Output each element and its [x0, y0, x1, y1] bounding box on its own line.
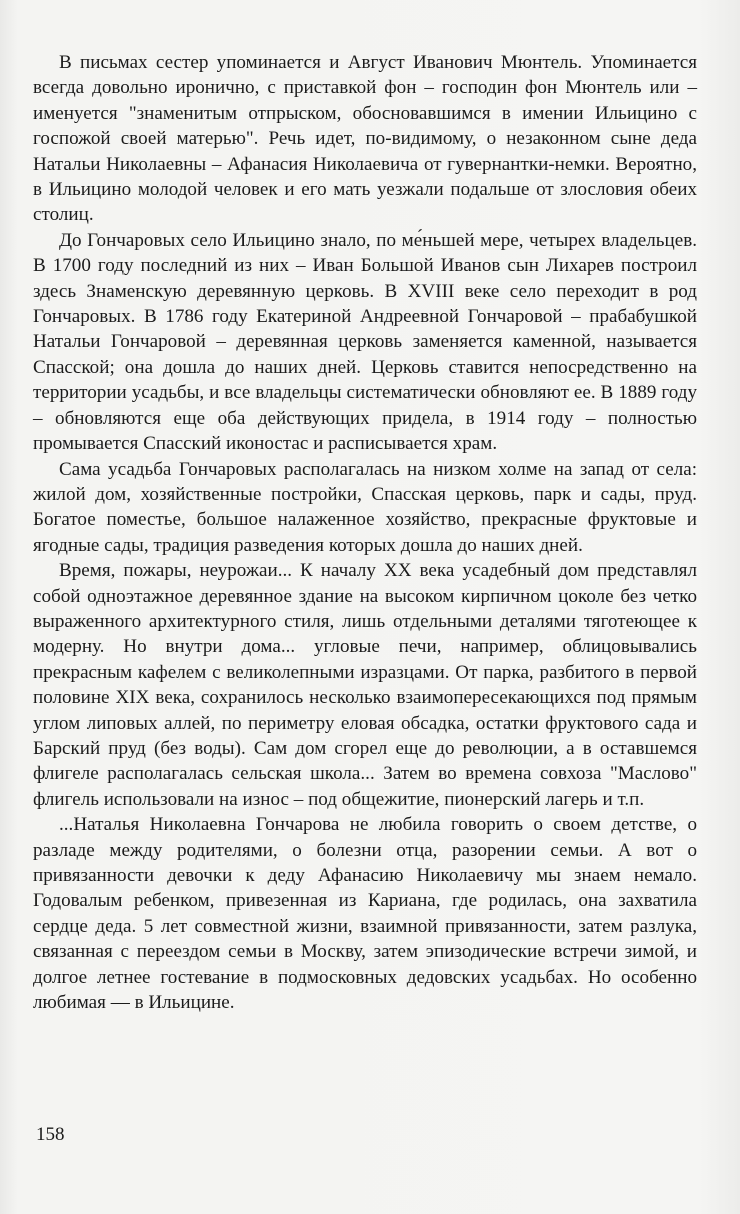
paragraph-estate: Сама усадьба Гончаровых располагалась на низком холме на запад от села: жилой дом, хозяйственные постройки, Спасская церковь, парк и сады, пруд. Богатое поместье, большое налаженное хозяйство, прекрасные фруктовые и ягодные сады, традиция разведения которых дошла до наших дней.	[33, 458, 697, 556]
body-text	[33, 50, 697, 1015]
paragraph-natalia-childhood: ...Наталья Николаевна Гончарова не любила говорить о своем детстве, о разладе между родителями, о болезни отца, разорении семьи. А вот о привязанности девочки к деду Афанасию Николаевичу мы знаем немало. Годовалым ребенком, привезенная из Кариана, где родилась, она захватила сердце деда. 5 лет совместной жизни, взаимной привязанности, затем разлука, связанная с переездом семьи в Москву, затем эпизодические встречи зимой, и долгое летнее гостевание в подмосковных дедовских усадьбах. Но особенно любимая — в Ильицине.	[33, 814, 697, 1014]
paragraph-muntel: В письмах сестер упоминается и Август Иванович Мюнтель. Упоминается всегда довольно иронично, с приставкой фон – господин фон Мюнтель или – именуется "знаменитым отпрыском, обосновавшимся в имении Ильицино с госпожой своей матерью". Речь идет, по-видимому, о незаконном сыне деда Натальи Николаевны – Афанасия Николаевича от гувернантки-немки. Вероятно, в Ильицино молодой человек и его мать уезжали подальше от злословия обеих столиц.	[33, 52, 697, 226]
paragraph-owners-church: До Гончаровых село Ильицино знало, по ме́ньшей мере, четырех владельцев. В 1700 году последний из них – Иван Большой Иванов сын Лихарев построил здесь Знаменскую деревянную церковь. В XVIII веке село переходит в род Гончаровых. В 1786 году Екатериной Андреевной Гончаровой – прабабушкой Натальи Гончаровой – деревянная церковь заменяется каменной, называется Спасской; она дошла до наших дней. Церковь ставится непосредственно на территории усадьбы, и все владельцы систематически обновляют ее. В 1889 году – обновляются еще оба действующих придела, в 1914 году – полностью промывается Спасский иконостас и расписывается храм.	[33, 229, 697, 455]
paragraph-manor-house: Время, пожары, неурожаи... К началу XX века усадебный дом представлял собой одноэтажное деревянное здание на высоком кирпичном цоколе без четко выраженного архитектурного стиля, лишь отдельными деталями тяготеющее к модерну. Но внутри дома... угловые печи, например, облицовывались прекрасным кафелем с великолепными изразцами. От парка, разбитого в первой половине XIX века, сохранилось несколько взаимопересекающихся под прямым углом липовых аллей, по периметру еловая обсадка, остатки фруктового сада и Барский пруд (без воды). Сам дом сгорел еще до революции, а в оставшемся флигеле располагалась сельская школа... Затем во времена совхоза "Маслово" флигель использовали на износ – под общежитие, пионерский лагерь и т.п.	[33, 560, 697, 810]
page-number: 158	[36, 1124, 65, 1145]
